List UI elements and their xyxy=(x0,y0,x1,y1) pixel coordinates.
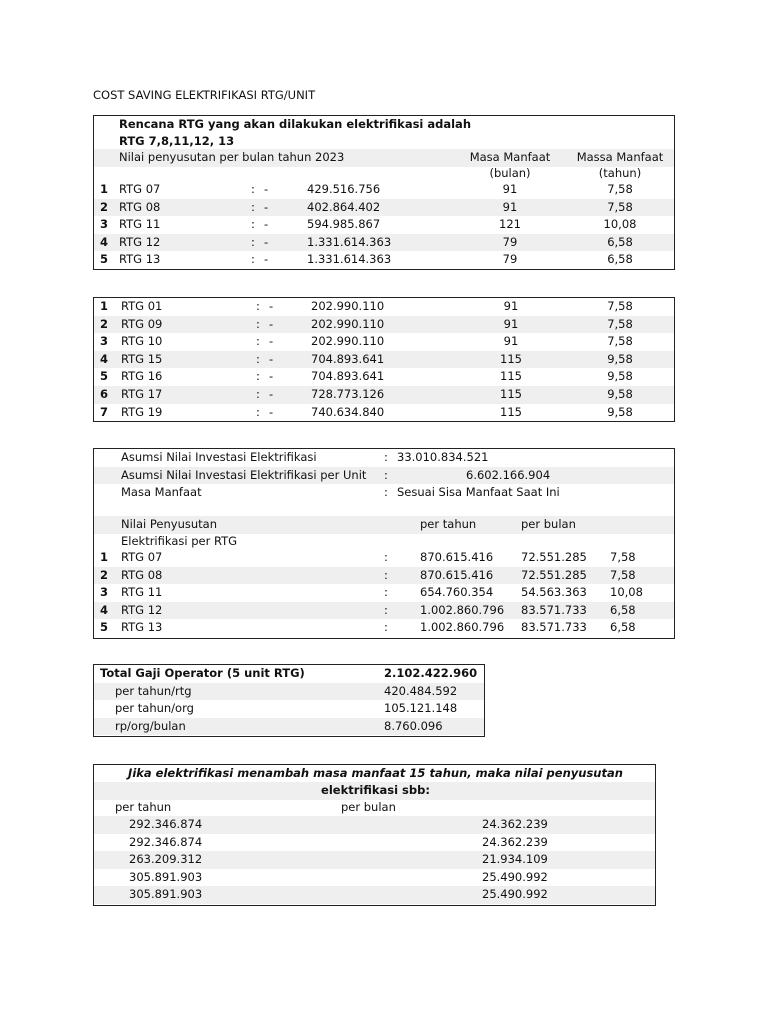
plan-heading-line1: Rencana RTG yang akan dilakukan elektrifikasi adalah xyxy=(119,117,472,131)
depreciation-value: 1.331.614.363 xyxy=(307,252,392,267)
rtg-electrification-plan-table xyxy=(93,115,675,270)
row-dash: - xyxy=(264,252,269,267)
col-header-tahun-unit: (tahun) xyxy=(598,166,642,180)
row-dash: - xyxy=(269,299,274,313)
per-tahun-value: 305.891.903 xyxy=(129,869,203,884)
depreciation-value: 1.331.614.363 xyxy=(307,234,392,249)
masa-manfaat-sep: : xyxy=(384,485,388,500)
row-separator: : xyxy=(251,234,255,249)
depreciation-value: 429.516.756 xyxy=(307,182,381,196)
plan-subheading: Nilai penyusutan per bulan tahun 2023 xyxy=(119,150,345,164)
row-separator: : xyxy=(251,217,255,232)
table-row xyxy=(94,316,674,334)
rtg-name: RTG 12 xyxy=(119,234,161,249)
col-header-per-tahun: per tahun xyxy=(420,517,477,531)
rtg-name: RTG 01 xyxy=(121,299,163,313)
salary-label: rp/org/bulan xyxy=(115,718,186,733)
masa-bulan-value: 91 xyxy=(503,299,519,313)
masa-manfaat-label: Masa Manfaat xyxy=(121,485,202,500)
rtg-name: RTG 10 xyxy=(121,334,163,349)
table-row xyxy=(94,683,484,701)
table-row xyxy=(94,718,484,736)
per-tahun-value: 292.346.874 xyxy=(129,817,203,831)
row-separator: : xyxy=(384,602,388,617)
table-row xyxy=(94,567,674,585)
table-row xyxy=(94,234,674,252)
masa-bulan-value: 115 xyxy=(500,387,522,401)
masa-tahun-value: 9,58 xyxy=(607,351,633,366)
total-gaji-label: Total Gaji Operator (5 unit RTG) xyxy=(100,666,305,680)
table-row xyxy=(94,216,674,234)
table-row xyxy=(94,333,674,351)
row-separator: : xyxy=(384,550,388,564)
table-row xyxy=(94,199,674,217)
row-separator: : xyxy=(251,199,255,214)
row-number: 5 xyxy=(100,369,109,384)
masa-bulan-value: 91 xyxy=(503,316,519,331)
per-tahun-value: 292.346.874 xyxy=(129,834,203,849)
per-bulan-value: 25.490.992 xyxy=(482,887,548,902)
col-header-masa-tahun: Massa Manfaat xyxy=(576,150,664,164)
table-row xyxy=(94,816,655,834)
per-tahun-value: 870.615.416 xyxy=(420,550,494,564)
row-dash: - xyxy=(269,387,274,401)
masa-bulan-value: 91 xyxy=(502,199,518,214)
table-row xyxy=(94,886,655,904)
depreciation-value: 728.773.126 xyxy=(311,387,385,401)
invest-label: Asumsi Nilai Investasi Elektrifikasi xyxy=(121,450,317,464)
row-dash: - xyxy=(269,369,274,384)
nilai-penyusutan-sublabel: Elektrifikasi per RTG xyxy=(121,534,238,548)
masa-bulan-value: 79 xyxy=(502,252,518,267)
col-header-per-bulan: per bulan xyxy=(341,800,396,814)
table-row xyxy=(94,700,484,718)
per-bulan-value: 72.551.285 xyxy=(521,567,587,582)
masa-tahun-value: 9,58 xyxy=(607,404,633,419)
per-tahun-value: 654.760.354 xyxy=(420,585,494,600)
row-separator: : xyxy=(251,182,255,196)
table-row xyxy=(94,584,674,602)
table-row xyxy=(94,549,674,567)
invest-unit-label: Asumsi Nilai Investasi Elektrifikasi per Unit xyxy=(121,467,367,482)
invest-unit-sep: : xyxy=(384,467,388,482)
operator-salary-table xyxy=(93,664,485,737)
masa-tahun-value: 7,58 xyxy=(607,334,633,349)
row-dash: - xyxy=(269,404,274,419)
row-number: 3 xyxy=(100,585,109,600)
masa-tahun-value: 9,58 xyxy=(607,387,633,401)
table-row xyxy=(94,386,674,404)
depreciation-value: 402.864.402 xyxy=(307,199,381,214)
row-separator: : xyxy=(384,585,388,600)
electrification-investment-table xyxy=(93,448,675,639)
per-bulan-value: 25.490.992 xyxy=(482,869,548,884)
years-value: 6,58 xyxy=(610,620,636,635)
row-separator: : xyxy=(256,404,260,419)
table-row xyxy=(94,298,674,316)
masa-tahun-value: 7,58 xyxy=(607,299,633,313)
extended-depreciation-table xyxy=(93,764,656,906)
rtg-name: RTG 11 xyxy=(119,217,161,232)
plan-heading-line2: RTG 7,8,11,12, 13 xyxy=(119,134,235,148)
row-dash: - xyxy=(264,234,269,249)
row-number: 4 xyxy=(100,602,109,617)
per-bulan-value: 54.563.363 xyxy=(521,585,587,600)
col-header-per-tahun: per tahun xyxy=(115,800,172,814)
masa-bulan-value: 79 xyxy=(502,234,518,249)
row-number: 2 xyxy=(100,199,109,214)
invest-value: 33.010.834.521 xyxy=(397,450,489,464)
row-number: 2 xyxy=(100,316,109,331)
page-title: COST SAVING ELEKTRIFIKASI RTG/UNIT xyxy=(93,88,316,102)
extension-heading-line1: Jika elektrifikasi menambah masa manfaat 15 tahun, maka nilai penyusutan xyxy=(128,766,623,780)
per-tahun-value: 1.002.860.796 xyxy=(420,602,505,617)
rtg-name: RTG 13 xyxy=(121,620,163,635)
masa-bulan-value: 91 xyxy=(502,182,518,196)
invest-unit-value: 6.602.166.904 xyxy=(466,467,551,482)
invest-sep: : xyxy=(384,450,388,464)
masa-bulan-value: 91 xyxy=(503,334,519,349)
masa-tahun-value: 7,58 xyxy=(607,182,633,196)
per-bulan-value: 83.571.733 xyxy=(521,602,587,617)
rtg-name: RTG 08 xyxy=(119,199,161,214)
table-row xyxy=(94,404,674,422)
per-tahun-value: 263.209.312 xyxy=(129,852,203,867)
masa-manfaat-value: Sesuai Sisa Manfaat Saat Ini xyxy=(397,485,560,500)
depreciation-value: 704.893.641 xyxy=(311,351,385,366)
masa-tahun-value: 6,58 xyxy=(607,234,633,249)
row-number: 5 xyxy=(100,252,109,267)
row-number: 1 xyxy=(100,550,109,564)
row-dash: - xyxy=(269,316,274,331)
row-dash: - xyxy=(264,199,269,214)
row-number: 7 xyxy=(100,404,109,419)
rtg-name: RTG 08 xyxy=(121,567,163,582)
extension-heading-line2: elektrifikasi sbb: xyxy=(321,783,430,797)
table-row xyxy=(94,251,674,269)
row-number: 4 xyxy=(100,234,109,249)
row-separator: : xyxy=(251,252,255,267)
row-separator: : xyxy=(256,299,260,313)
table-row xyxy=(94,351,674,369)
table-row xyxy=(94,851,655,869)
total-gaji-value: 2.102.422.960 xyxy=(384,666,478,680)
row-number: 4 xyxy=(100,351,109,366)
years-value: 7,58 xyxy=(610,567,636,582)
row-separator: : xyxy=(384,620,388,635)
col-header-masa-bulan: Masa Manfaat xyxy=(469,150,551,164)
table-row xyxy=(94,834,655,852)
salary-label: per tahun/org xyxy=(115,701,194,716)
masa-bulan-value: 121 xyxy=(499,217,521,232)
masa-tahun-value: 7,58 xyxy=(607,316,633,331)
col-header-bulan-unit: (bulan) xyxy=(489,166,531,180)
nilai-penyusutan-label: Nilai Penyusutan xyxy=(121,517,217,531)
per-bulan-value: 24.362.239 xyxy=(482,817,548,831)
per-tahun-value: 1.002.860.796 xyxy=(420,620,505,635)
per-bulan-value: 72.551.285 xyxy=(521,550,587,564)
depreciation-value: 202.990.110 xyxy=(311,316,385,331)
rtg-other-units-table xyxy=(93,297,675,422)
row-number: 1 xyxy=(100,182,109,196)
years-value: 10,08 xyxy=(610,585,643,600)
masa-bulan-value: 115 xyxy=(500,404,522,419)
row-dash: - xyxy=(264,217,269,232)
table-row xyxy=(94,619,674,637)
masa-tahun-value: 10,08 xyxy=(603,217,637,232)
rtg-name: RTG 11 xyxy=(121,585,163,600)
salary-label: per tahun/rtg xyxy=(115,683,192,698)
row-separator: : xyxy=(384,567,388,582)
row-separator: : xyxy=(256,334,260,349)
col-header-per-bulan: per bulan xyxy=(521,517,576,531)
rtg-name: RTG 09 xyxy=(121,316,163,331)
row-separator: : xyxy=(256,351,260,366)
rtg-name: RTG 15 xyxy=(121,351,163,366)
per-tahun-value: 305.891.903 xyxy=(129,887,203,902)
depreciation-value: 202.990.110 xyxy=(311,299,385,313)
table-row xyxy=(94,181,674,199)
row-dash: - xyxy=(264,182,269,196)
depreciation-value: 202.990.110 xyxy=(311,334,385,349)
rtg-name: RTG 19 xyxy=(121,404,163,419)
table-row xyxy=(94,602,674,620)
masa-bulan-value: 115 xyxy=(500,369,522,384)
row-separator: : xyxy=(256,316,260,331)
salary-value: 420.484.592 xyxy=(384,683,458,698)
per-bulan-value: 83.571.733 xyxy=(521,620,587,635)
row-number: 1 xyxy=(100,299,109,313)
per-tahun-value: 870.615.416 xyxy=(420,567,494,582)
table-row xyxy=(94,869,655,887)
rtg-name: RTG 17 xyxy=(121,387,163,401)
masa-bulan-value: 115 xyxy=(500,351,522,366)
per-bulan-value: 24.362.239 xyxy=(482,834,548,849)
years-value: 7,58 xyxy=(610,550,636,564)
row-number: 3 xyxy=(100,217,109,232)
rtg-name: RTG 16 xyxy=(121,369,163,384)
row-number: 2 xyxy=(100,567,109,582)
masa-tahun-value: 9,58 xyxy=(607,369,633,384)
row-number: 6 xyxy=(100,387,109,401)
depreciation-value: 740.634.840 xyxy=(311,404,385,419)
row-dash: - xyxy=(269,351,274,366)
row-separator: : xyxy=(256,369,260,384)
rtg-name: RTG 07 xyxy=(121,550,163,564)
salary-value: 8.760.096 xyxy=(384,718,443,733)
table-row xyxy=(94,368,674,386)
depreciation-value: 594.985.867 xyxy=(307,217,381,232)
masa-tahun-value: 6,58 xyxy=(607,252,633,267)
salary-value: 105.121.148 xyxy=(384,701,458,716)
row-number: 3 xyxy=(100,334,109,349)
rtg-name: RTG 07 xyxy=(119,182,161,196)
rtg-name: RTG 13 xyxy=(119,252,161,267)
row-number: 5 xyxy=(100,620,109,635)
row-separator: : xyxy=(256,387,260,401)
rtg-name: RTG 12 xyxy=(121,602,163,617)
depreciation-value: 704.893.641 xyxy=(311,369,385,384)
masa-tahun-value: 7,58 xyxy=(607,199,633,214)
years-value: 6,58 xyxy=(610,602,636,617)
per-bulan-value: 21.934.109 xyxy=(482,852,548,867)
row-dash: - xyxy=(269,334,274,349)
